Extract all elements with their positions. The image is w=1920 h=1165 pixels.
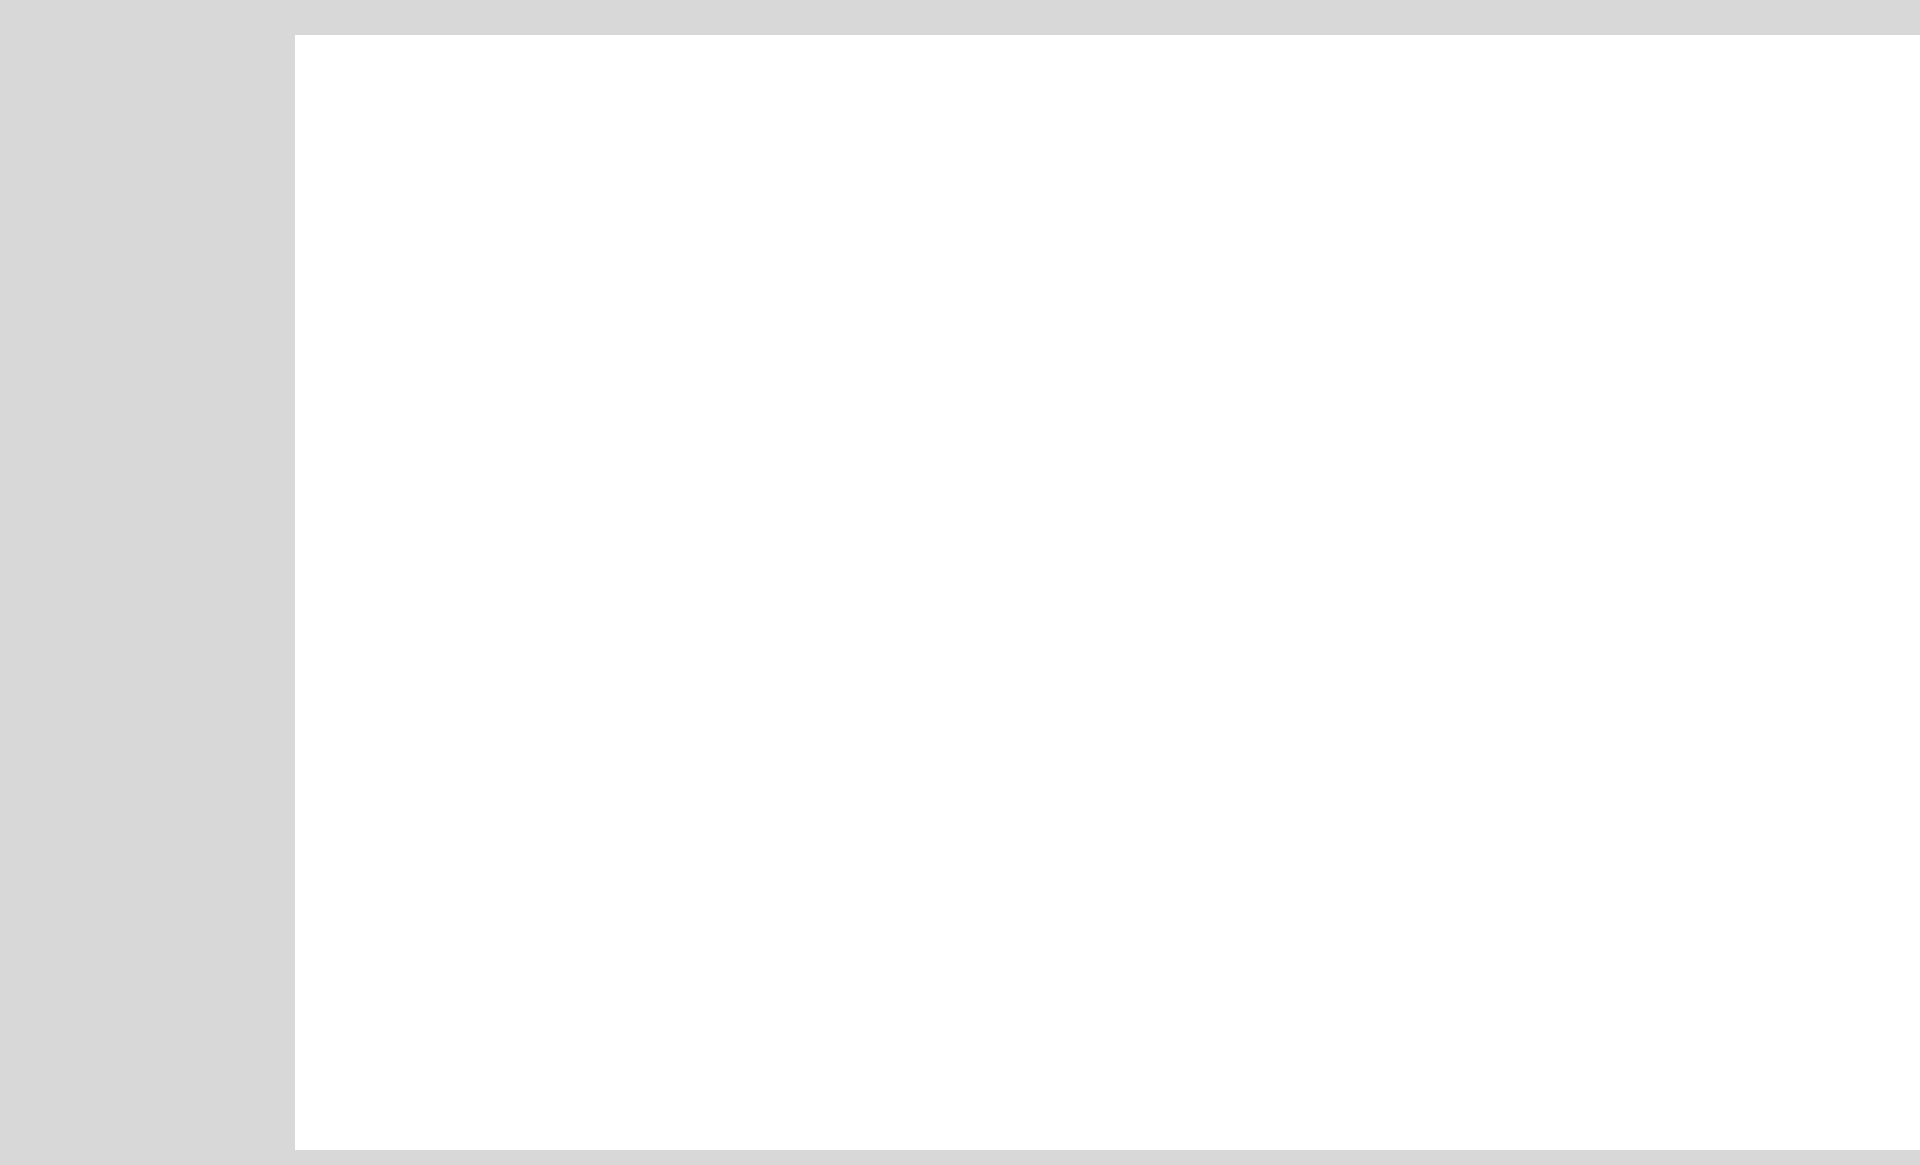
pedigree-paper [295, 35, 1920, 1150]
